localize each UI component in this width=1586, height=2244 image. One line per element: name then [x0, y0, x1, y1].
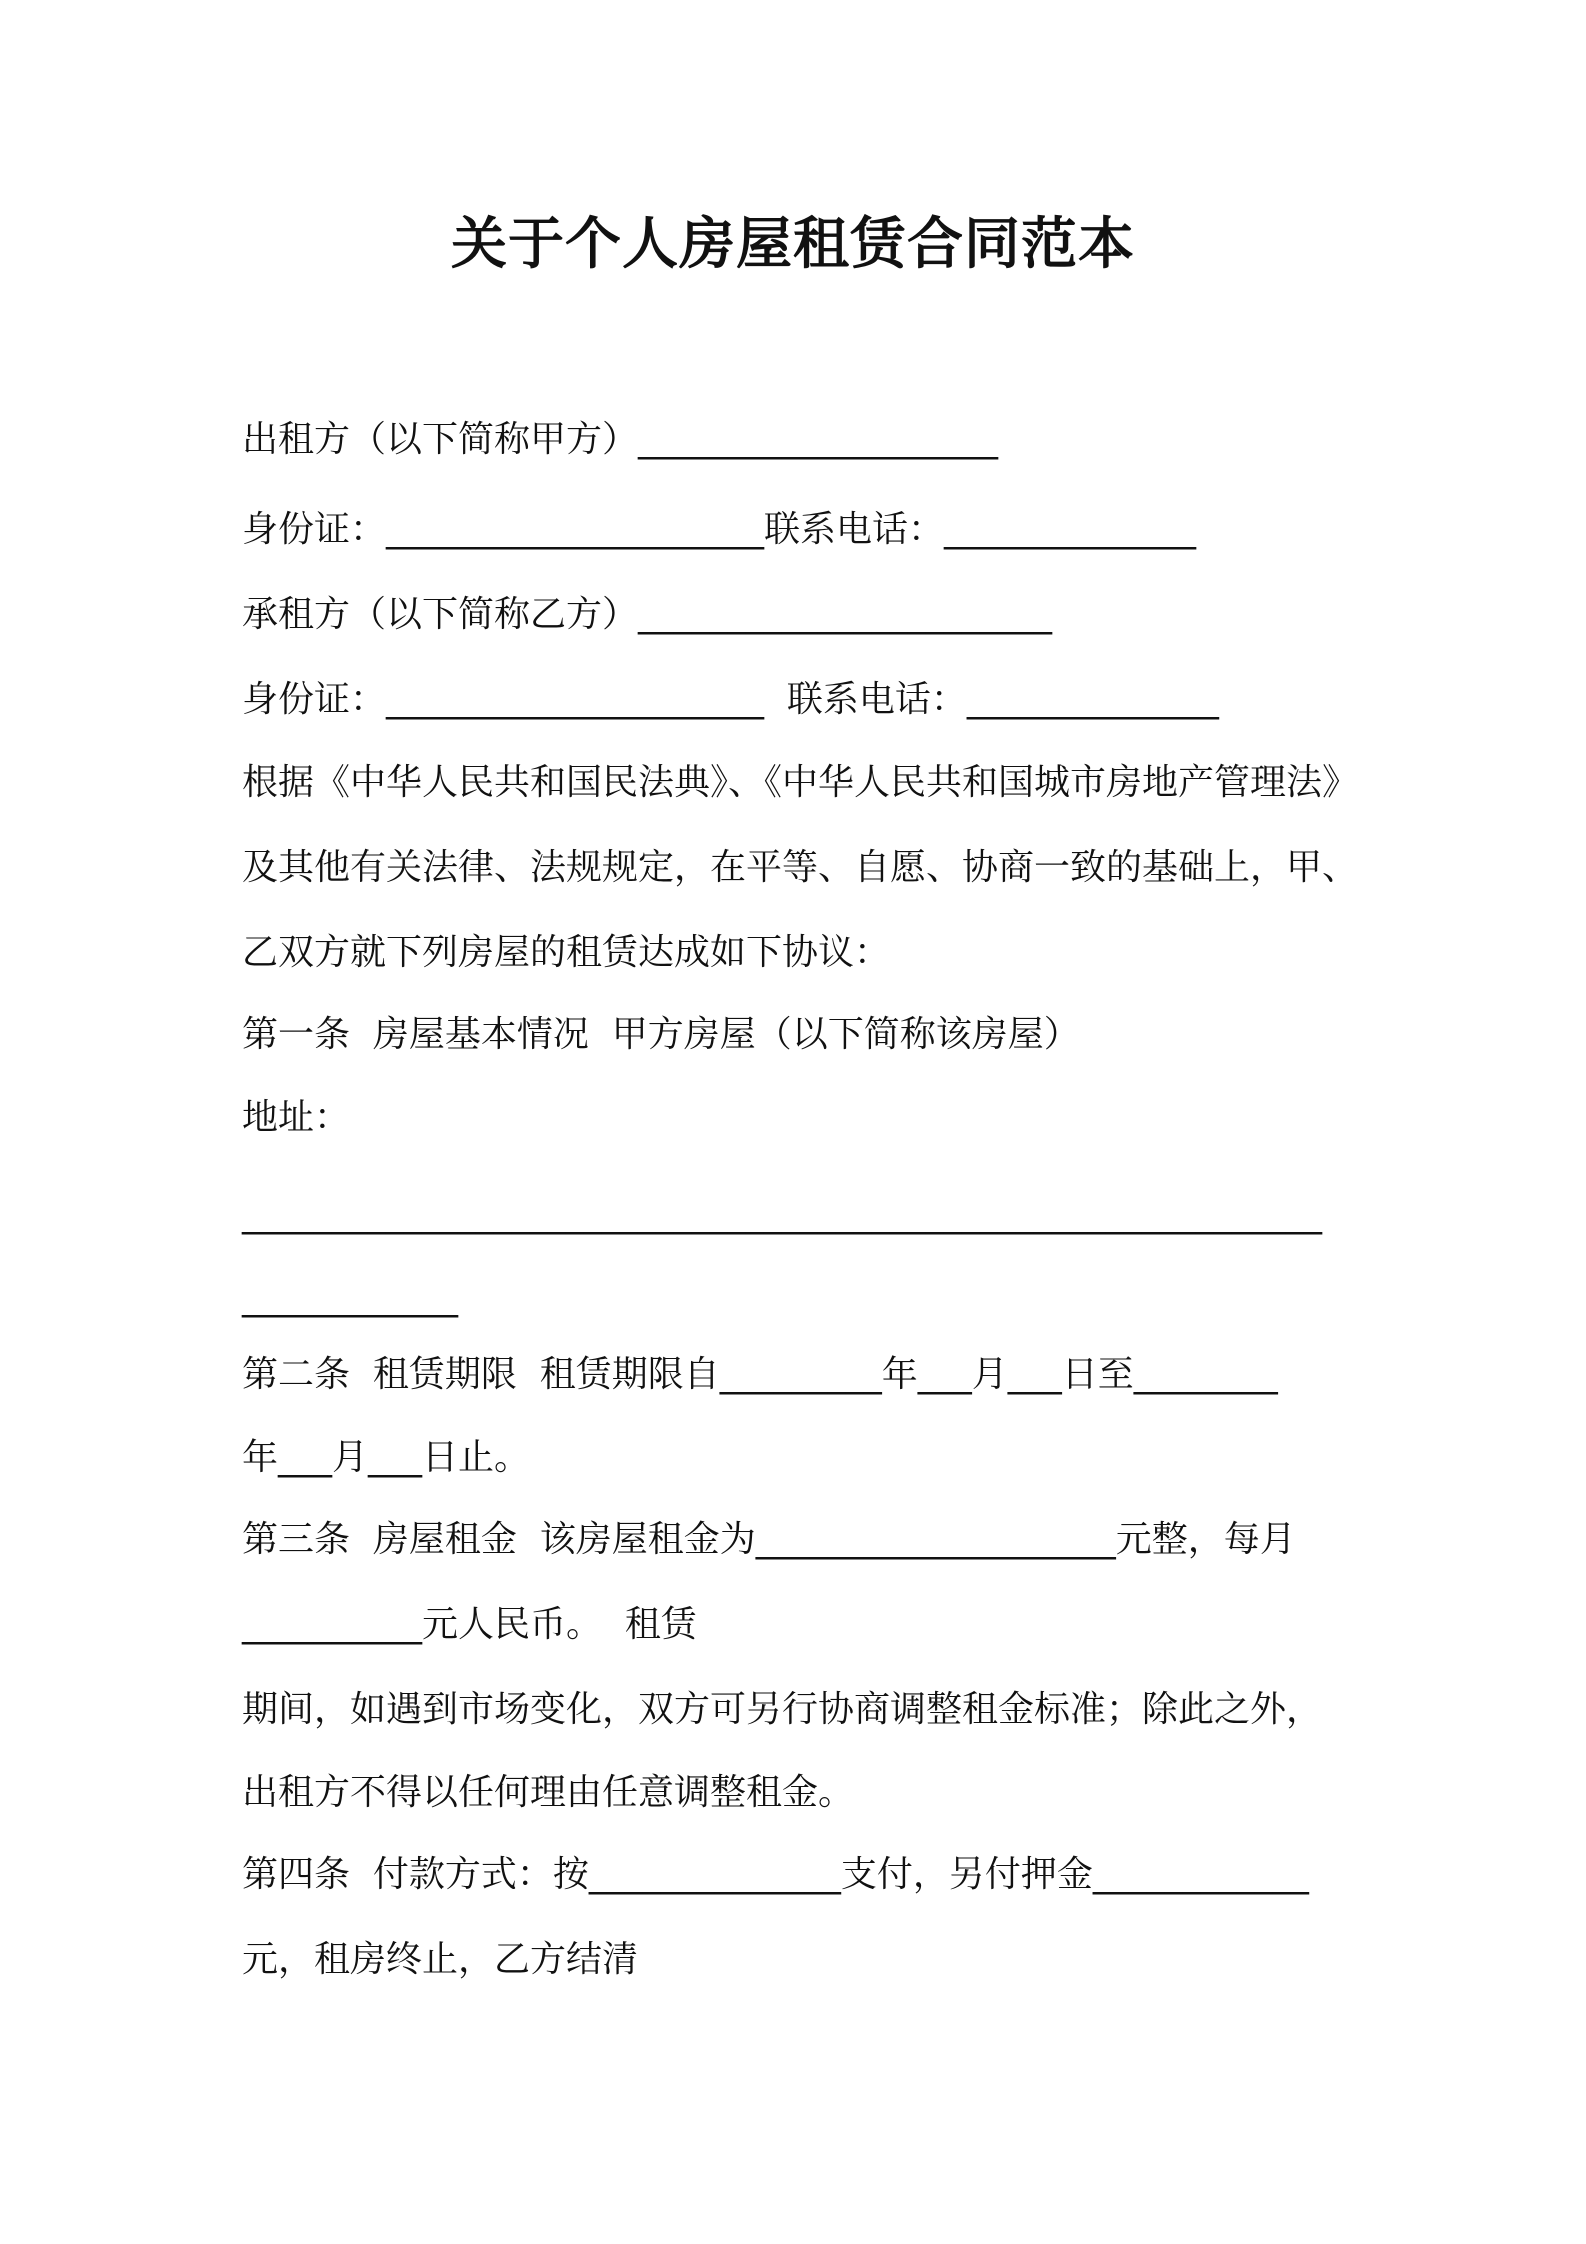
lessee-id-phone-line: 身份证：_____________________ 联系电话：______________ — [242, 679, 1219, 720]
address-blank-1: ____________________________________________________________ — [242, 1194, 1322, 1235]
address-blank-2: ____________ — [242, 1277, 458, 1318]
article-2-line-2: 年___月___日止。 — [242, 1437, 531, 1478]
lessee-line: 承租方（以下简称乙方）_______________________ — [242, 594, 1053, 635]
article-3-line-2: __________元人民币。 租赁 — [242, 1604, 697, 1645]
article-2-line-1: 第二条 租赁期限 租赁期限自_________年___月___日至________ — [242, 1354, 1278, 1395]
article-4-line-1: 第四条 付款方式：按______________支付，另付押金____________ — [242, 1854, 1309, 1895]
address-label: 地址： — [242, 1097, 351, 1138]
preamble-line-2: 及其他有关法律、法规规定，在平等、自愿、协商一致的基础上，甲、 — [242, 847, 1359, 888]
article-3-line-1: 第三条 房屋租金 该房屋租金为____________________元整，每月 — [242, 1519, 1296, 1560]
preamble-line-1: 根据《中华人民共和国民法典》、《中华人民共和国城市房地产管理法》 — [242, 762, 1359, 803]
article-3-line-3: 期间，如遇到市场变化，双方可另行协商调整租金标准；除此之外， — [242, 1689, 1323, 1730]
article-1-heading: 第一条 房屋基本情况 甲方房屋（以下简称该房屋） — [242, 1014, 1080, 1055]
lessor-id-phone-line: 身份证：_____________________联系电话：______________ — [242, 509, 1197, 550]
preamble-line-3: 乙双方就下列房屋的租赁达成如下协议： — [242, 932, 891, 973]
article-3-line-4: 出租方不得以任何理由任意调整租金。 — [242, 1772, 855, 1813]
lessor-line: 出租方（以下简称甲方）____________________ — [242, 419, 999, 460]
document-title: 关于个人房屋租赁合同范本 — [451, 212, 1135, 277]
article-4-line-2: 元，租房终止，乙方结清 — [242, 1939, 639, 1980]
